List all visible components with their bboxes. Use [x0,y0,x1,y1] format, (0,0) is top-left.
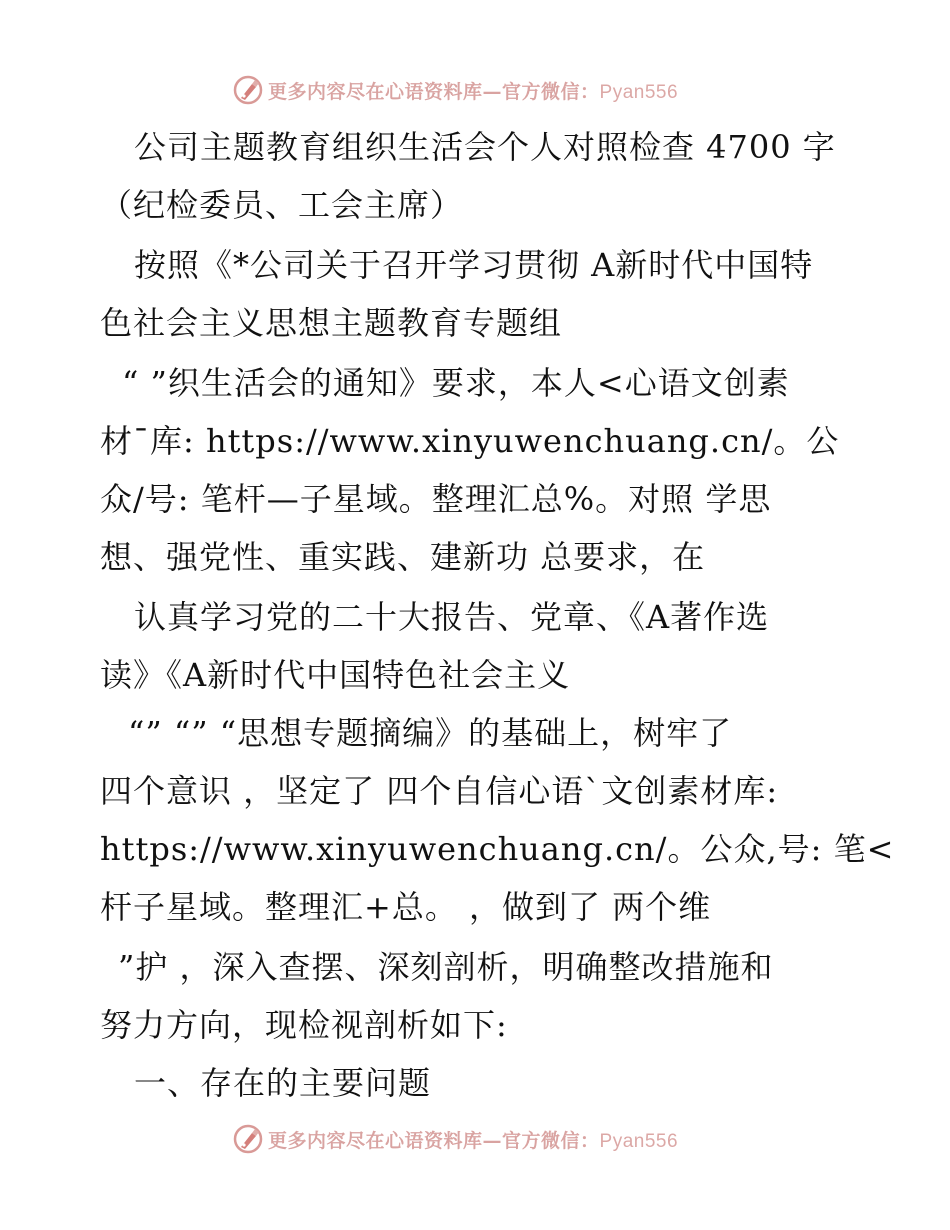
watermark-text: 更多内容尽在心语资料库—官方微信：Pyan556 [268,1129,679,1152]
document-title-line-1: 公司主题教育组织生活会个人对照检查 4700 字 [134,128,836,166]
paragraph-line: 四个意识 ，坚定了 四个自信心语`文创素材库: [100,772,779,810]
paragraph-line: 读》《A新时代中国特色社会主义 [100,656,571,694]
pen-nib-logo-icon [232,74,264,106]
paragraph-line: 努力方向，现检视剖析如下: [100,1006,508,1044]
document-title-line-2: （纪检委员、工会主席） [100,186,464,224]
paragraph-line: 杆子星域。整理汇+总。 ，做到了 两个维 [100,888,712,926]
watermark-text: 更多内容尽在心语资料库—官方微信：Pyan556 [268,80,679,103]
pen-nib-logo-icon [232,1123,264,1155]
paragraph-line: https://www.xinyuwenchuang.cn/。公众,号: 笔< [100,830,895,868]
paragraph-line: 按照《*公司关于召开学习贯彻 A新时代中国特 [134,246,814,284]
section-heading: 一、存在的主要问题 [134,1064,432,1102]
watermark-handle: Pyan556 [599,1130,679,1152]
watermark-handle: Pyan556 [599,81,679,103]
paragraph-line: ”护 ，深入查摆、深刻剖析，明确整改措施和 [118,948,774,986]
watermark-banner-top [232,73,752,107]
paragraph-line: 想、强党性、重实践、建新功 总要求，在 [100,538,706,576]
watermark-banner-bottom [232,1122,752,1156]
paragraph-line: “” “” “思想专题摘编》的基础上，树牢了 [128,714,733,752]
paragraph-line: 众/号: 笔杆—子星域。整理汇总%。对照 学思 [100,480,772,518]
paragraph-line: 色社会主义思想主题教育专题组 [100,304,563,342]
paragraph-line: 材¯库: https://www.xinyuwenchuang.cn/。公 [100,422,840,460]
paragraph-line: “ ”织生活会的通知》要求，本人<心语文创素 [122,364,790,402]
paragraph-line: 认真学习党的二十大报告、党章、《A著作选 [134,598,770,636]
